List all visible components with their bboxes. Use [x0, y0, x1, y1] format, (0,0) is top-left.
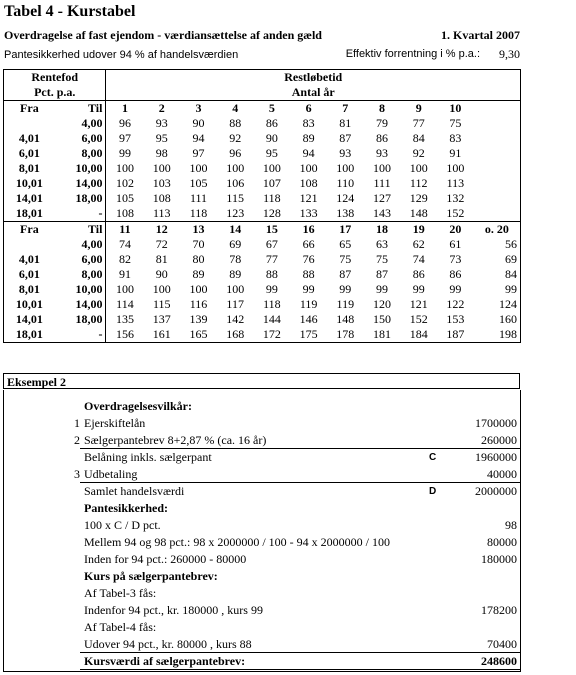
rate-from: 4,01 — [4, 252, 55, 267]
header-fra: Fra — [4, 101, 55, 117]
example-row — [4, 653, 520, 670]
rate-value: 114 — [116, 297, 134, 311]
rate-value: 175 — [290, 327, 327, 343]
rate-value: 96 — [229, 146, 242, 160]
row-label: Belåning inkls. sælgerpant — [84, 450, 212, 464]
rate-value: 143 — [364, 206, 401, 222]
page-title: Tabel 4 - Kurstabel — [4, 3, 136, 20]
rate-to: 8,00 — [55, 146, 106, 161]
column-header: 13 — [180, 222, 217, 238]
rate-value: 81 — [339, 116, 352, 130]
example-row — [4, 636, 520, 653]
rate-value: 73 — [449, 252, 462, 266]
rate-value — [474, 161, 521, 176]
row-number: 3 — [74, 467, 80, 481]
rate-value: 152 — [409, 312, 428, 326]
table-row — [4, 116, 521, 131]
rate-value: 90 — [155, 267, 168, 281]
rate-to: 4,00 — [55, 237, 106, 252]
info-line — [4, 47, 520, 62]
rate-value: 75 — [339, 252, 352, 266]
rate-value: 168 — [217, 327, 254, 343]
rate-value: 184 — [400, 327, 437, 343]
rate-value: 110 — [336, 176, 355, 190]
row-value: 248600 — [481, 654, 517, 668]
subtitle — [4, 28, 520, 43]
rate-value: 89 — [229, 267, 242, 281]
row-value: 1960000 — [475, 450, 517, 464]
rate-value: 165 — [180, 327, 217, 343]
rate-value: 148 — [400, 206, 437, 222]
table-row — [4, 297, 521, 312]
rate-value: 121 — [409, 297, 428, 311]
row-label: Sælgerpantebrev 8+2,87 % (ca. 16 år) — [84, 433, 267, 447]
row-label: Mellem 94 og 98 pct.: 98 x 2000000 / 100 - 94 x 2000000 / 100 — [84, 535, 390, 549]
rate-value: 79 — [376, 116, 388, 130]
example-row — [4, 466, 520, 483]
rate-to: 10,00 — [55, 161, 106, 176]
rate-value: 84 — [474, 267, 521, 282]
rate-value: 75 — [376, 252, 388, 266]
rate-value — [474, 206, 521, 222]
rate-value: 86 — [412, 267, 425, 281]
rate-value: 160 — [474, 312, 521, 327]
rate-value: 129 — [409, 191, 428, 205]
column-header: 5 — [254, 101, 291, 117]
rate-value: 119 — [299, 297, 318, 311]
rate-to: 14,00 — [55, 297, 106, 312]
table-row — [4, 312, 521, 327]
column-header: o. 20 — [474, 222, 521, 238]
row-value: 178200 — [481, 603, 517, 617]
column-header: 14 — [217, 222, 254, 238]
rate-value: 98 — [155, 146, 168, 160]
rate-value: 106 — [226, 176, 245, 190]
rate-value: 66 — [302, 237, 315, 251]
example-row — [4, 619, 520, 636]
rate-value: 105 — [115, 191, 134, 205]
rate-value: 74 — [118, 237, 131, 251]
row-label: Pantesikkerhed: — [84, 501, 168, 515]
table-row — [4, 327, 521, 343]
column-header: 19 — [400, 222, 437, 238]
rate-table — [3, 69, 521, 343]
rate-value: 99 — [376, 282, 388, 296]
rate-to: 14,00 — [55, 176, 106, 191]
column-header: 11 — [106, 222, 143, 238]
rate-value: 91 — [449, 146, 462, 160]
column-header: 7 — [327, 101, 364, 117]
rate-from: 8,01 — [4, 161, 55, 176]
rate-from: 18,01 — [4, 327, 55, 343]
rate-value: 150 — [373, 312, 391, 326]
rate-value: 132 — [446, 191, 465, 205]
rate-value: 65 — [339, 237, 352, 251]
row-number: 1 — [74, 416, 80, 430]
row-label: Overdragelsesvilkår: — [84, 399, 192, 413]
rate-value: 88 — [302, 267, 315, 281]
subtitle-text: Overdragelse af fast ejendom - værdiansættelse af anden gæld — [4, 28, 322, 42]
rate-value: 187 — [437, 327, 474, 343]
rate-value: 148 — [336, 312, 355, 326]
rate-value: 72 — [155, 237, 168, 251]
rate-value: 94 — [192, 131, 205, 145]
example-row — [4, 517, 520, 534]
table-row — [4, 101, 521, 117]
rate-value: 100 — [336, 161, 355, 175]
rate-from: 6,01 — [4, 267, 55, 282]
rate-value — [474, 191, 521, 206]
row-value: 80000 — [487, 535, 517, 549]
rate-value: 111 — [189, 191, 208, 205]
rate-to: 18,00 — [55, 191, 106, 206]
rate-value: 100 — [115, 282, 134, 296]
rate-value: 102 — [115, 176, 134, 190]
rate-value: 77 — [412, 116, 425, 130]
rate-value: 80 — [192, 252, 205, 266]
rate-value: 93 — [376, 146, 388, 160]
example-row — [4, 398, 520, 415]
table-row — [4, 70, 521, 86]
rate-value: 87 — [339, 131, 352, 145]
rate-value: 97 — [118, 131, 131, 145]
rate-value: 94 — [302, 146, 315, 160]
rate-value: 67 — [265, 237, 278, 251]
rate-value: 137 — [152, 312, 171, 326]
rate-value: 138 — [327, 206, 364, 222]
rate-value: 62 — [412, 237, 425, 251]
row-marker: C — [429, 452, 437, 463]
rate-to: 4,00 — [55, 116, 106, 131]
row-label: Kurs på sælgerpantebrev: — [84, 569, 218, 583]
column-header: 12 — [143, 222, 180, 238]
rate-value: 70 — [192, 237, 205, 251]
rate-value: 81 — [155, 252, 168, 266]
rate-value: 100 — [115, 161, 134, 175]
table-row — [4, 191, 521, 206]
rate-value: 122 — [446, 297, 465, 311]
rate-value: 121 — [299, 191, 318, 205]
rate-value: 133 — [290, 206, 327, 222]
rate-value: 105 — [189, 176, 208, 190]
header-antal: Antal år — [106, 85, 521, 101]
table-row — [4, 131, 521, 146]
rate-value: 87 — [339, 267, 352, 281]
rate-value: 100 — [409, 161, 428, 175]
header-til: Til — [55, 101, 106, 117]
table-row — [4, 267, 521, 282]
example-row — [4, 449, 520, 466]
rate-value: 93 — [155, 116, 168, 130]
rate-value: 76 — [302, 252, 315, 266]
rate-value: 88 — [265, 267, 278, 281]
rate-value: 111 — [373, 176, 391, 190]
rate-value: 75 — [449, 116, 462, 130]
rate-from: 10,01 — [4, 297, 55, 312]
example-row — [4, 534, 520, 551]
rate-value: 99 — [412, 282, 425, 296]
rate-from: 6,01 — [4, 146, 55, 161]
rate-value: 127 — [373, 191, 391, 205]
rate-value: 198 — [474, 327, 521, 343]
rate-value: 100 — [226, 161, 245, 175]
rate-to: 8,00 — [55, 267, 106, 282]
column-header: 17 — [327, 222, 364, 238]
rate-value: 115 — [153, 297, 171, 311]
quarter-label: 1. Kvartal 2007 — [441, 28, 520, 42]
rate-value: 100 — [299, 161, 318, 175]
rate-value: 99 — [302, 282, 315, 296]
column-header: 15 — [254, 222, 291, 238]
rate-value: 139 — [189, 312, 208, 326]
rate-value: 118 — [263, 297, 281, 311]
table-row — [4, 176, 521, 191]
security-note: Pantesikkerhed udover 94 % af handelsværdien — [4, 49, 239, 61]
example-row — [4, 415, 520, 432]
example-row — [4, 602, 520, 619]
row-label: 100 x C / D pct. — [84, 518, 161, 532]
divider — [80, 669, 520, 670]
column-header: 16 — [290, 222, 327, 238]
rate-from — [4, 116, 55, 131]
rate-value: 90 — [265, 131, 278, 145]
rate-from: 18,01 — [4, 206, 55, 222]
rate-to: 18,00 — [55, 312, 106, 327]
rate-value: 61 — [449, 237, 462, 251]
example-row — [4, 500, 520, 517]
rate-value: 96 — [118, 116, 131, 130]
rate-value — [474, 146, 521, 161]
rate-value: 89 — [192, 267, 205, 281]
rate-value: 97 — [192, 146, 205, 160]
rate-value: 100 — [373, 161, 391, 175]
row-number: 2 — [74, 433, 80, 447]
rate-value: 95 — [155, 131, 168, 145]
rate-value: 77 — [265, 252, 278, 266]
rate-value: 74 — [412, 252, 425, 266]
rate-to: 10,00 — [55, 282, 106, 297]
rate-value: 172 — [254, 327, 291, 343]
rate-value: 146 — [299, 312, 318, 326]
rate-from: 14,01 — [4, 312, 55, 327]
rate-value: 118 — [263, 191, 281, 205]
rate-value: 90 — [192, 116, 205, 130]
table-row — [4, 282, 521, 297]
rate-value: 78 — [229, 252, 242, 266]
rate-value: 123 — [217, 206, 254, 222]
row-value: 70400 — [487, 637, 517, 651]
rate-value: 119 — [336, 297, 355, 311]
column-header: 4 — [217, 101, 254, 117]
rate-value: 87 — [376, 267, 388, 281]
rate-from: 10,01 — [4, 176, 55, 191]
column-header: 10 — [437, 101, 474, 117]
column-header: 20 — [437, 222, 474, 238]
rate-value: 142 — [226, 312, 245, 326]
header-fra: Fra — [4, 222, 55, 238]
rate-value: 95 — [265, 146, 278, 160]
rate-value: 113 — [446, 176, 465, 190]
rate-value: 144 — [262, 312, 281, 326]
rate-to: - — [55, 327, 106, 343]
rate-value: 99 — [339, 282, 352, 296]
table-row — [4, 161, 521, 176]
effective-rate-value: 9,30 — [499, 47, 520, 61]
rate-to: 6,00 — [55, 131, 106, 146]
column-header: 9 — [400, 101, 437, 117]
rate-value: 100 — [226, 282, 245, 296]
row-label: Udbetaling — [84, 467, 138, 481]
rate-from: 8,01 — [4, 282, 55, 297]
rate-value: 178 — [327, 327, 364, 343]
row-value: 1700000 — [475, 416, 517, 430]
column-header: 18 — [364, 222, 401, 238]
rate-to: 6,00 — [55, 252, 106, 267]
rate-from: 14,01 — [4, 191, 55, 206]
rate-value: 89 — [302, 131, 315, 145]
table-row — [4, 206, 521, 222]
rate-value: 117 — [226, 297, 244, 311]
row-label: Kursværdi af sælgerpantebrev: — [84, 654, 246, 668]
rate-value: 99 — [118, 146, 131, 160]
row-label: Samlet handelsværdi — [84, 484, 185, 498]
rate-value: 116 — [189, 297, 208, 311]
header-restlobetid: Restløbetid — [106, 70, 521, 86]
rate-value: 99 — [449, 282, 462, 296]
row-value: 2000000 — [475, 484, 517, 498]
row-label: Inden for 94 pct.: 260000 - 80000 — [84, 552, 247, 566]
row-value: 98 — [505, 518, 517, 532]
header-rentefod: Rentefod — [4, 70, 106, 86]
rate-value: 86 — [449, 267, 462, 281]
rate-value: 128 — [254, 206, 291, 222]
rate-value: 100 — [189, 161, 208, 175]
column-header: 8 — [364, 101, 401, 117]
rate-to: - — [55, 206, 106, 222]
table-row — [4, 252, 521, 267]
rate-value: 91 — [118, 267, 131, 281]
rate-value: 113 — [143, 206, 180, 222]
rate-value: 88 — [229, 116, 242, 130]
rate-value: 152 — [437, 206, 474, 222]
rate-value: 56 — [474, 237, 521, 252]
rate-value: 86 — [265, 116, 278, 130]
column-header: 6 — [290, 101, 327, 117]
rate-value: 124 — [336, 191, 355, 205]
table-row — [4, 222, 521, 238]
example-row — [4, 432, 520, 449]
rate-value: 161 — [143, 327, 180, 343]
row-label: Indenfor 94 pct., kr. 180000 , kurs 99 — [84, 603, 263, 617]
rate-value: 100 — [152, 161, 171, 175]
rate-value: 108 — [299, 176, 318, 190]
column-header: 3 — [180, 101, 217, 117]
rate-value: 135 — [115, 312, 134, 326]
rate-value: 103 — [152, 176, 171, 190]
rate-value: 69 — [474, 252, 521, 267]
header-til: Til — [55, 222, 106, 238]
rate-value: 82 — [118, 252, 131, 266]
rate-value: 153 — [446, 312, 465, 326]
rate-value: 100 — [446, 161, 465, 175]
row-marker: D — [429, 486, 437, 497]
rate-value: 108 — [106, 206, 143, 222]
rate-value: 124 — [474, 297, 521, 312]
rate-value: 92 — [412, 146, 425, 160]
rate-value: 156 — [106, 327, 143, 343]
column-header — [474, 101, 521, 117]
row-label: Udover 94 pct., kr. 80000 , kurs 88 — [84, 637, 252, 651]
rate-value: 120 — [373, 297, 391, 311]
table-row — [4, 146, 521, 161]
table-row — [4, 237, 521, 252]
rate-value: 100 — [189, 282, 208, 296]
rate-value: 99 — [265, 282, 278, 296]
example-row — [4, 585, 520, 602]
rate-value: 63 — [376, 237, 388, 251]
rate-value: 86 — [376, 131, 388, 145]
rate-value: 84 — [412, 131, 425, 145]
example-section — [3, 390, 521, 672]
rate-value: 181 — [364, 327, 401, 343]
rate-value: 100 — [152, 282, 171, 296]
rate-value: 100 — [262, 161, 281, 175]
example-row — [4, 551, 520, 568]
example-row — [4, 568, 520, 585]
rate-value: 115 — [226, 191, 244, 205]
row-value: 40000 — [487, 467, 517, 481]
rate-from — [4, 237, 55, 252]
rate-value: 107 — [262, 176, 281, 190]
rate-value — [474, 176, 521, 191]
column-header: 1 — [106, 101, 143, 117]
rate-value — [474, 116, 521, 131]
row-label: Af Tabel-3 fås: — [84, 586, 157, 600]
row-value: 180000 — [481, 552, 517, 566]
rate-value: 118 — [180, 206, 217, 222]
example-title: Eksempel 2 — [3, 373, 520, 389]
rate-value: 69 — [229, 237, 242, 251]
effective-rate-label: Effektiv forrentning i % p.a.: — [345, 48, 480, 60]
rate-value: 93 — [339, 146, 352, 160]
row-label: Ejerskiftelån — [84, 416, 146, 430]
row-value: 260000 — [481, 433, 517, 447]
rate-value: 83 — [302, 116, 315, 130]
rate-value: 83 — [449, 131, 462, 145]
header-pct: Pct. p.a. — [4, 85, 106, 101]
table-row — [4, 85, 521, 101]
rate-value: 92 — [229, 131, 242, 145]
rate-value: 108 — [152, 191, 171, 205]
row-label: Af Tabel-4 fås: — [84, 620, 157, 634]
rate-from: 4,01 — [4, 131, 55, 146]
rate-value: 99 — [474, 282, 521, 297]
example-row — [4, 483, 520, 500]
rate-value: 112 — [409, 176, 428, 190]
column-header: 2 — [143, 101, 180, 117]
rate-value — [474, 131, 521, 146]
